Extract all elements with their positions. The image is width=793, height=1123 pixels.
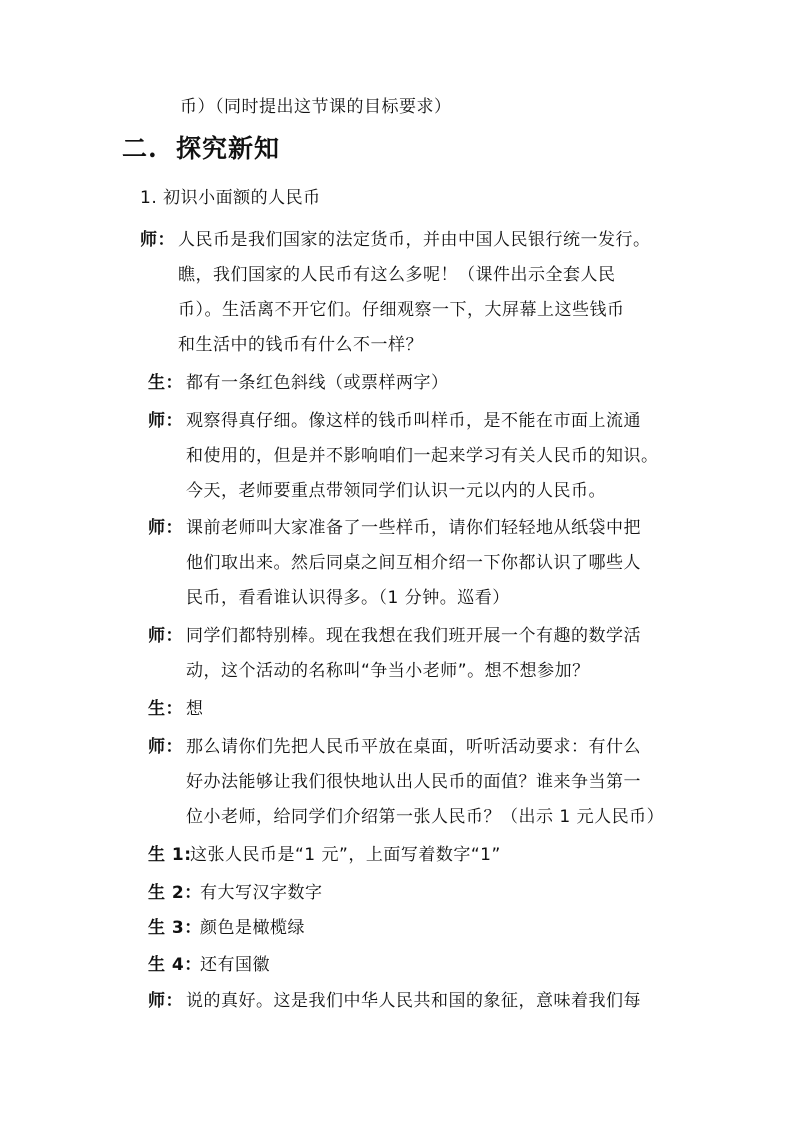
speaker-student: 生： [148, 699, 183, 719]
speaker-teacher: 师： [148, 518, 183, 538]
dialogue-line: 他们取出来。然后同桌之间互相介绍一下你都认识了哪些人 [186, 553, 641, 573]
dialogue-line: 说的真好。这是我们中华人民共和国的象征，意味着我们每 [186, 991, 641, 1011]
dialogue-line: 还有国徽 [200, 955, 270, 975]
dialogue-line: 瞧，我们国家的人民币有这么多呢！（课件出示全套人民 [178, 265, 616, 285]
dialogue-line: 观察得真仔细。像这样的钱币叫样币，是不能在市面上流通 [186, 411, 641, 431]
dialogue-line: 好办法能够让我们很快地认出人民币的面值？谁来争当第一 [186, 772, 641, 792]
speaker-teacher: 师： [148, 411, 183, 431]
dialogue-line: 这张人民币是“1 元”，上面写着数字“1” [190, 845, 501, 865]
section-number: 二. [122, 134, 158, 163]
dialogue-line: 颜色是橄榄绿 [200, 918, 305, 938]
speaker-student-2: 生 2： [148, 883, 202, 903]
speaker-teacher: 师： [148, 991, 183, 1011]
dialogue-line: 同学们都特别棒。现在我想在我们班开展一个有趣的数学活 [186, 626, 641, 646]
dialogue-line: 那么请你们先把人民币平放在桌面，听听活动要求：有什么 [186, 737, 641, 757]
dialogue-line: 币）。生活离不开它们。仔细观察一下，大屏幕上这些钱币 [178, 300, 625, 320]
subsection-title: 1. 初识小面额的人民币 [140, 188, 321, 208]
speaker-student: 生： [148, 373, 183, 393]
continuation-line: 币）（同时提出这节课的目标要求） [180, 97, 452, 117]
dialogue-line: 人民币是我们国家的法定货币，并由中国人民银行统一发行。 [178, 230, 651, 250]
dialogue-line: 位小老师，给同学们介绍第一张人民币？（出示 1 元人民币） [186, 807, 665, 827]
dialogue-line: 有大写汉字数字 [200, 883, 323, 903]
speaker-student-1: 生 1: [148, 845, 192, 865]
speaker-teacher: 师： [148, 626, 183, 646]
dialogue-line: 动，这个活动的名称叫“争当小老师”。想不想参加？ [186, 661, 590, 681]
dialogue-line: 和生活中的钱币有什么不一样？ [178, 335, 423, 355]
dialogue-line: 和使用的，但是并不影响咱们一起来学习有关人民币的知识。 [186, 446, 659, 466]
speaker-teacher: 师： [140, 230, 175, 250]
dialogue-line: 课前老师叫大家准备了一些样币，请你们轻轻地从纸袋中把 [186, 518, 641, 538]
speaker-teacher: 师： [148, 737, 183, 757]
section-title: 探究新知 [176, 134, 281, 163]
dialogue-line: 都有一条红色斜线（或票样两字） [186, 373, 449, 393]
speaker-student-3: 生 3： [148, 918, 202, 938]
dialogue-line: 民币，看看谁认识得多。（1 分钟。巡看） [186, 588, 510, 608]
dialogue-line: 今天，老师要重点带领同学们认识一元以内的人民币。 [186, 481, 606, 501]
dialogue-line: 想 [186, 699, 204, 719]
speaker-student-4: 生 4： [148, 955, 202, 975]
